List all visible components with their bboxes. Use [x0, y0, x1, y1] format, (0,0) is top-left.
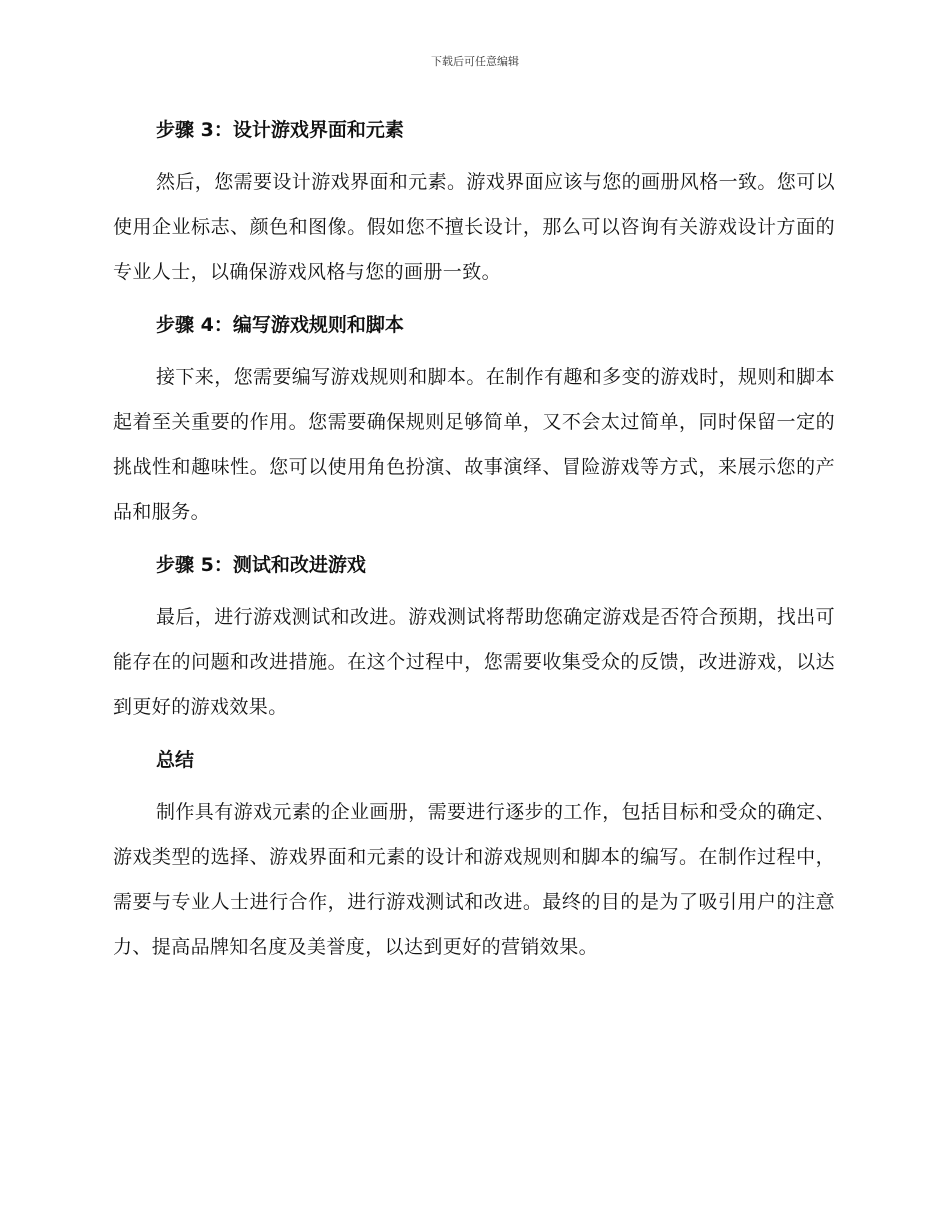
section-heading-step-4: 步骤 4：编写游戏规则和脚本 — [156, 314, 404, 336]
section-heading-step-3: 步骤 3：设计游戏界面和元素 — [156, 119, 404, 141]
section-paragraph-step-4: 接下来，您需要编写游戏规则和脚本。在制作有趣和多变的游戏时，规则和脚本起着至关重要的作用。您需要确保规则足够简单，又不会太过简单，同时保留一定的挑战性和趣味性。您可以使用角色扮演、故事演绎、冒险游戏等方式，来展示您的产品和服务。 — [113, 366, 836, 523]
document-body — [113, 112, 835, 970]
section-paragraph-step-3: 然后，您需要设计游戏界面和元素。游戏界面应该与您的画册风格一致。您可以使用企业标志、颜色和图像。假如您不擅长设计，那么可以咨询有关游戏设计方面的专业人士，以确保游戏风格与您的画册一致。 — [113, 171, 836, 283]
section-paragraph-step-5: 最后，进行游戏测试和改进。游戏测试将帮助您确定游戏是否符合预期，找出可能存在的问题和改进措施。在这个过程中，您需要收集受众的反馈，改进游戏，以达到更好的游戏效果。 — [113, 606, 836, 718]
section-paragraph-summary: 制作具有游戏元素的企业画册，需要进行逐步的工作，包括目标和受众的确定、游戏类型的选择、游戏界面和元素的设计和游戏规则和脚本的编写。在制作过程中，需要与专业人士进行合作，进行游戏测试和改进。最终的目的是为了吸引用户的注意力、提高品牌知名度及美誉度，以达到更好的营销效果。 — [113, 801, 836, 958]
page-header: 下载后可任意编辑 — [431, 55, 519, 68]
section-heading-step-5: 步骤 5：测试和改进游戏 — [156, 554, 366, 576]
section-heading-summary: 总结 — [156, 749, 195, 771]
